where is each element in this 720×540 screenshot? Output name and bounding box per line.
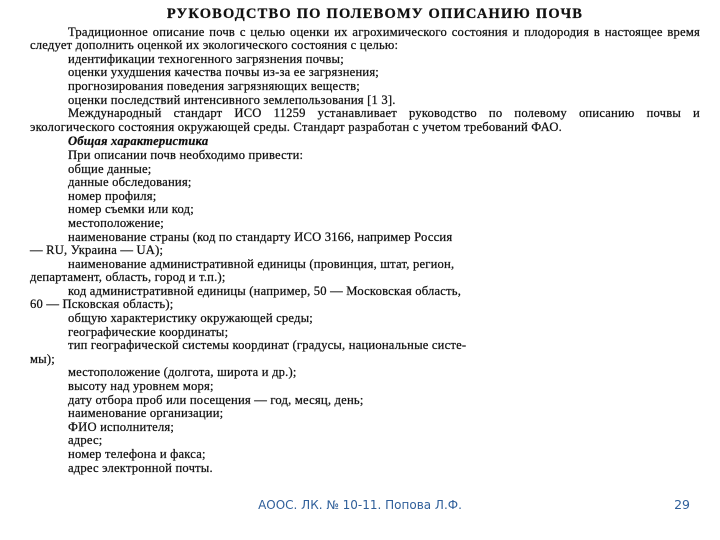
detail-item: адрес; (68, 433, 103, 448)
detail-item: код административной единицы (например, 50 — Московская область, (68, 283, 462, 298)
detail-item-continuation: мы); (30, 351, 55, 366)
goal-item: прогнозирования поведения загрязняющих веществ; (68, 78, 361, 93)
goal-item: оценки ухудшения качества почвы из-за ее загрязнения; (68, 65, 380, 80)
slide-page-number: 29 (674, 497, 690, 512)
detail-item: адрес электронной почты. (68, 460, 213, 475)
goal-item: оценки последствий интенсивного землепользования [1 3]. (68, 92, 396, 107)
intro-paragraph: Традиционное описание почв с целью оценки их агрохимического состояния и плодородия в настоящее время следует дополнить оценкой их экологического состояния с целью: (30, 24, 700, 53)
standard-paragraph: Международный стандарт ИСО 11259 устанавливает руководство по полевому описанию почвы и экологического состояния окружающей среды. Стандарт разработан с учетом требований ФАО. (30, 106, 700, 134)
detail-item: местоположение; (68, 215, 164, 230)
section-heading: Общая характеристика (68, 134, 209, 149)
detail-item: наименование организации; (68, 406, 224, 421)
detail-item: данные обследования; (68, 175, 192, 190)
document-title: РУКОВОДСТВО ПО ПОЛЕВОМУ ОПИСАНИЮ ПОЧВ (166, 6, 584, 22)
detail-item: номер профиля; (68, 188, 157, 203)
detail-item-continuation: 60 — Псковская область); (30, 297, 174, 312)
detail-item: географические координаты; (68, 324, 229, 339)
detail-item: общие данные; (68, 161, 152, 176)
scanned-page (30, 8, 700, 528)
slide-footer-caption: АООС. ЛК. № 10-11. Попова Л.Ф. (250, 496, 470, 514)
goals-list (30, 53, 700, 107)
detail-item: наименование страны (код по стандарту ИСО 3166, например Россия (68, 229, 453, 244)
detail-item: общую характеристику окружающей среды; (68, 311, 313, 326)
details-list (30, 163, 700, 476)
detail-item: номер телефона и факса; (68, 447, 206, 461)
detail-item: высоту над уровнем моря; (68, 379, 214, 394)
detail-item-continuation: — RU, Украина — UA); (30, 243, 164, 258)
goal-item: идентификации техногенного загрязнения почвы; (68, 51, 344, 66)
detail-item: дату отбора проб или посещения — год, месяц, день; (68, 392, 364, 407)
detail-item-continuation: департамент, область, город и т.п.); (30, 270, 226, 285)
detail-item: ФИО исполнителя; (68, 419, 175, 434)
detail-item: местоположение (долгота, широта и др.); (68, 365, 297, 380)
section-intro: При описании почв необходимо привести: (68, 147, 304, 162)
detail-item: номер съемки или код; (68, 202, 194, 217)
detail-item: наименование административной единицы (провинция, штат, регион, (68, 256, 455, 271)
detail-item: тип географической системы координат (градусы, национальные систе- (68, 338, 467, 353)
